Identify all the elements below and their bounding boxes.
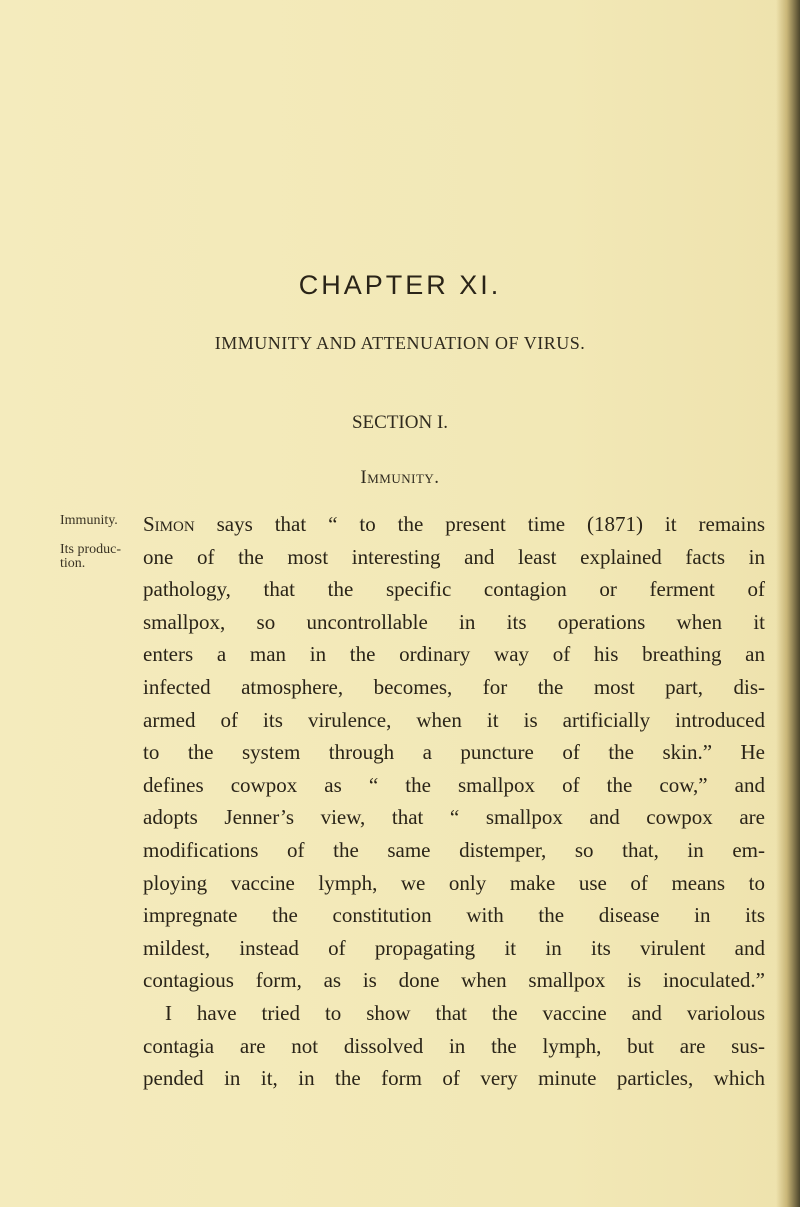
chapter-subtitle: IMMUNITY AND ATTENUATION OF VIRUS.	[214, 333, 586, 353]
body-line-17: contagia are not dissolved in the lymph, but are sus-	[143, 1033, 765, 1058]
body-line-12: ploying vaccine lymph, we only make use of means to	[143, 870, 765, 895]
body-line-14: mildest, instead of propagating it in its virulent and	[143, 935, 765, 960]
body-line-5: enters a man in the ordinary way of his breathing an	[143, 642, 765, 667]
margin-note-production: Its produc-tion.	[60, 542, 122, 571]
margin-note-immunity: Immunity.	[60, 513, 118, 528]
body-line-16: I have tried to show that the vaccine and variolous	[165, 1000, 765, 1025]
section-title: Immunity.	[360, 467, 440, 488]
body-line-10: adopts Jenner’s view, that “ smallpox and cowpox are	[143, 805, 765, 830]
body-line-1	[143, 508, 765, 541]
body-line-3: pathology, that the specific contagion or ferment of	[143, 577, 765, 602]
section-label: SECTION I.	[351, 412, 449, 433]
body-line-7: armed of its virulence, when it is artificially introduced	[143, 707, 765, 732]
page-edge-shadow	[776, 0, 800, 1207]
body-line-6: infected atmosphere, becomes, for the most part, dis-	[143, 674, 765, 699]
body-first-word: Simon	[143, 512, 195, 536]
body-line-2: one of the most interesting and least explained facts in	[143, 544, 765, 569]
body-line-15: contagious form, as is done when smallpox is inoculated.”	[143, 968, 765, 993]
body-line-11: modifications of the same distemper, so that, in em-	[143, 837, 765, 862]
body-line-9: defines cowpox as “ the smallpox of the cow,” and	[143, 772, 765, 797]
body-line-1-text: says that “ to the present time (1871) it remains	[216, 512, 765, 536]
body-line-4: smallpox, so uncontrollable in its operations when it	[143, 609, 765, 634]
body-line-18: pended in it, in the form of very minute particles, which	[143, 1066, 765, 1091]
chapter-title: CHAPTER XI.	[298, 270, 502, 300]
body-line-8: to the system through a puncture of the skin.” He	[143, 740, 765, 765]
body-paragraph	[143, 508, 765, 1095]
body-line-13: impregnate the constitution with the disease in its	[143, 903, 765, 928]
